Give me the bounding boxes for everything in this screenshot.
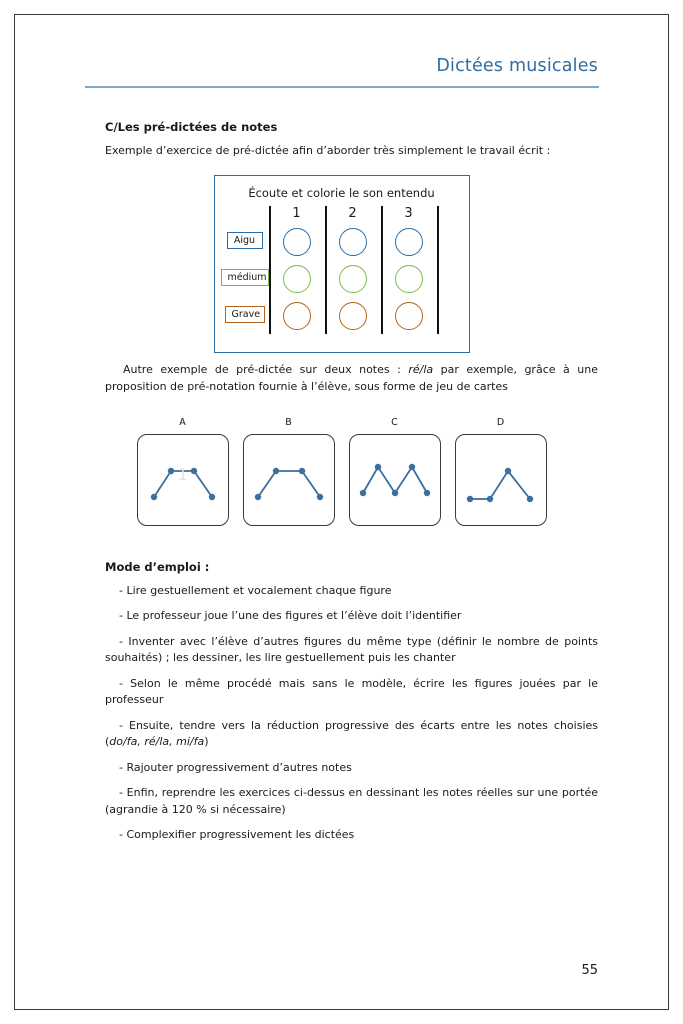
- figure1-title: Écoute et colorie le son entendu: [248, 185, 435, 200]
- mode-item-8: - Complexifier progressivement les dictées: [119, 828, 355, 842]
- card-b-shape: [244, 435, 334, 525]
- figure1-grid: [215, 206, 471, 354]
- card-letter-c: C: [391, 416, 398, 428]
- staff-bar-3: [381, 206, 383, 334]
- paragraph-part-before: Autre exemple de pré-dictée sur deux notes :: [123, 362, 409, 376]
- card-letter-b: B: [285, 416, 292, 428]
- mode-item-3: - Inventer avec l’élève d’autres figures du même type (définir le nombre de points souhaités) ; les dessiner, les lire gestuellement puis les chanter: [105, 634, 598, 665]
- card-c[interactable]: [349, 434, 441, 526]
- paragraph-autre-exemple: [85, 361, 598, 395]
- row-label-grave: Grave: [225, 306, 265, 323]
- card-a[interactable]: [137, 434, 229, 526]
- figure1-frame: [214, 175, 470, 353]
- circle-medium-3[interactable]: [395, 265, 423, 293]
- card-letter-a: A: [179, 416, 186, 428]
- staff-bar-right: [437, 206, 439, 334]
- circle-grave-2[interactable]: [339, 302, 367, 330]
- staff-bar-left: [269, 206, 271, 334]
- card-column-a: [137, 417, 229, 526]
- staff-bar-2: [325, 206, 327, 334]
- mode-item-6: - Rajouter progressivement d’autres notes: [119, 760, 352, 774]
- section-intro: Exemple d’exercice de pré-dictée afin d’aborder très simplement le travail écrit :: [105, 143, 551, 157]
- circle-grave-3[interactable]: [395, 302, 423, 330]
- column-number-3: 3: [404, 205, 413, 221]
- mode-item-2: - Le professeur joue l’une des figures et l’élève doit l’identifier: [119, 609, 462, 623]
- card-column-d: [455, 417, 547, 526]
- column-number-2: 2: [348, 205, 357, 221]
- card-column-c: [349, 417, 441, 526]
- mode-item-4: - Selon le même procédé mais sans le modèle, écrire les figures jouées par le professeur: [105, 676, 598, 707]
- circle-grave-1[interactable]: [283, 302, 311, 330]
- card-ghost-a: 1: [177, 464, 188, 484]
- mode-item-5-after: ): [204, 735, 209, 749]
- circle-aigu-3[interactable]: [395, 228, 423, 256]
- section-title: C/Les pré-dictées de notes: [105, 119, 278, 134]
- row-label-medium: médium: [221, 269, 269, 286]
- paragraph-part-after: par exemple, grâce à une proposition de pré-notation fournie à l’élève, sous forme de jeu de cartes: [105, 362, 598, 393]
- circle-aigu-1[interactable]: [283, 228, 311, 256]
- header-title: Dictées musicales: [436, 56, 598, 76]
- card-column-b: [243, 417, 335, 526]
- header-rule: [85, 86, 599, 88]
- circle-medium-2[interactable]: [339, 265, 367, 293]
- mode-item-5: [85, 718, 598, 751]
- circle-aigu-2[interactable]: [339, 228, 367, 256]
- circle-medium-1[interactable]: [283, 265, 311, 293]
- row-label-aigu: Aigu: [227, 232, 263, 249]
- page-header: [85, 0, 598, 88]
- mode-item-5-before: - Ensuite, tendre vers la réduction progressive des écarts entre les notes choisies (: [105, 718, 598, 749]
- page-number: 55: [581, 963, 598, 978]
- column-number-1: 1: [292, 205, 301, 221]
- figure-cartes: [85, 417, 598, 526]
- card-c-shape: [350, 435, 440, 525]
- card-b[interactable]: [243, 434, 335, 526]
- card-d[interactable]: [455, 434, 547, 526]
- mode-item-7: - Enfin, reprendre les exercices ci-dessus en dessinant les notes réelles sur une portée (agrandie à 120 % si nécessaire): [105, 786, 598, 816]
- card-d-shape: [456, 435, 546, 525]
- card-letter-d: D: [496, 416, 505, 428]
- mode-item-1: - Lire gestuellement et vocalement chaque figure: [119, 583, 392, 597]
- mode-item-5-italic: do/fa, ré/la, mi/fa: [109, 735, 205, 749]
- figure-ecoute-colorie: [85, 175, 598, 353]
- mode-emploi-title: Mode d’emploi :: [105, 559, 210, 574]
- paragraph-part-italic: ré/la: [408, 362, 434, 376]
